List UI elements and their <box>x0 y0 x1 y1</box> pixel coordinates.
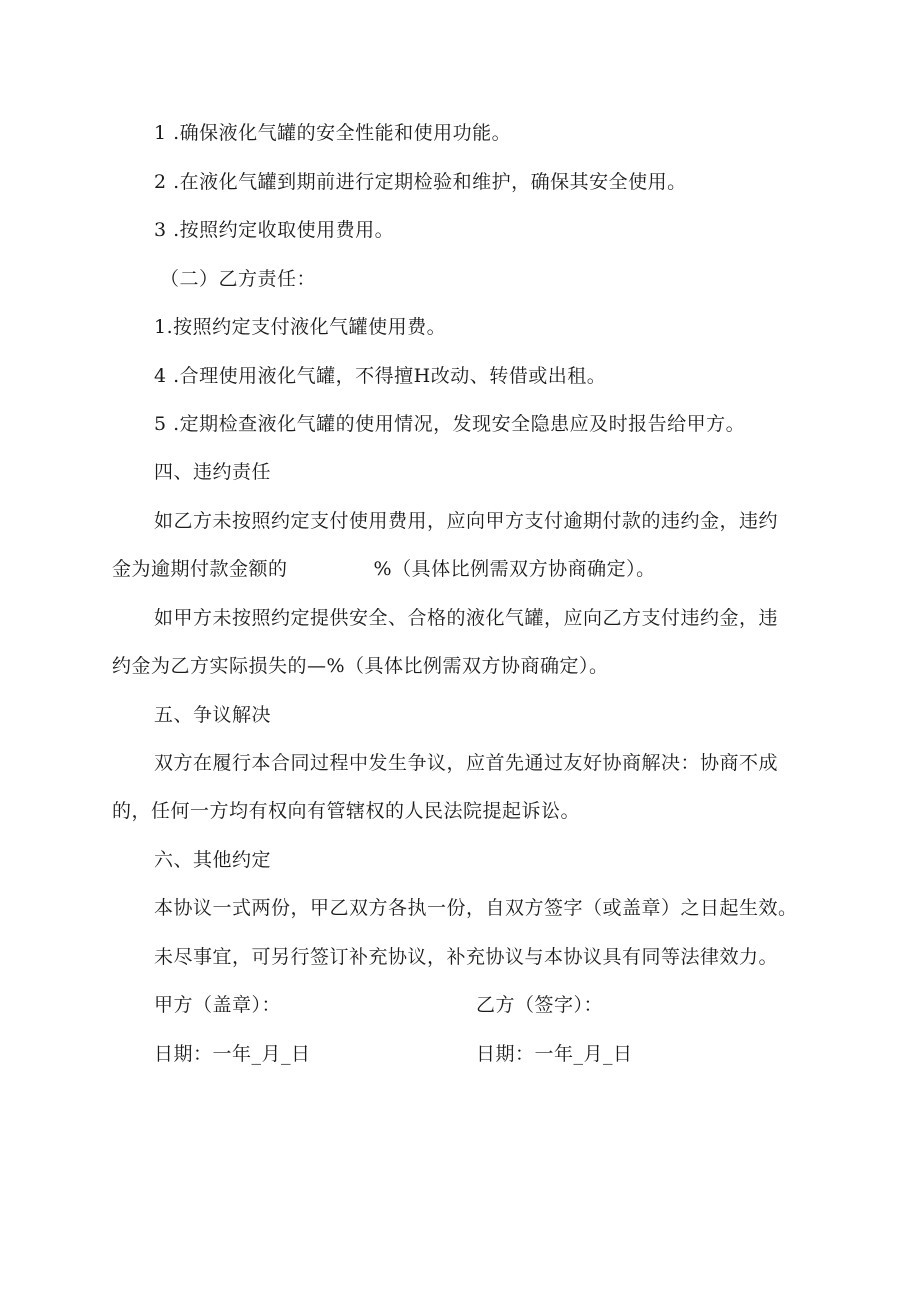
section-other-heading: 六、其他约定 <box>154 849 272 871</box>
dispute-para-line-1: 双方在履行本合同过程中发生争议，应首先通过友好协商解决：协商不成 <box>154 752 779 774</box>
section-party-b-heading: （二）乙方责任： <box>160 268 317 290</box>
liability-para-2-line-2: 约金为乙方实际损失的—%（具体比例需双方协商确定）。 <box>112 655 609 677</box>
party-a-seal-label: 甲方（盖章）： <box>154 994 282 1016</box>
liability-para-1-line-1: 如乙方未按照约定支付使用费用，应向甲方支付逾期付款的违约金，违约 <box>154 510 779 532</box>
party-b-item-4: 4 .合理使用液化气罐，不得擅H改动、转借或出租。 <box>154 365 607 387</box>
other-para-1: 本协议一式两份，甲乙双方各执一份，自双方签字（或盖章）之日起生效。 <box>154 897 798 919</box>
party-b-sign-label: 乙方（签字）： <box>476 994 604 1016</box>
liability-para-1-text-b: %（具体比例需双方协商确定）。 <box>373 558 656 580</box>
liability-para-1-line-2 <box>112 557 656 581</box>
section-liability-heading: 四、违约责任 <box>154 461 272 483</box>
party-b-item-5: 5 .定期检查液化气罐的使用情况，发现安全隐患应及时报告给甲方。 <box>154 413 746 435</box>
dispute-para-line-2: 的，任何一方均有权向有管辖权的人民法院提起诉讼。 <box>112 800 581 822</box>
duty-item-2: 2 .在液化气罐到期前进行定期检验和维护，确保其安全使用。 <box>154 171 687 193</box>
other-para-2: 未尽事宜，可另行签订补充协议，补充协议与本协议具有同等法律效力。 <box>154 946 779 968</box>
liability-para-1-text-a: 金为逾期付款金额的 <box>112 558 288 580</box>
liability-para-2-line-1: 如甲方未按照约定提供安全、合格的液化气罐，应向乙方支付违约金，违 <box>154 607 779 629</box>
party-b-date: 日期：一年_月_日 <box>476 1043 633 1065</box>
party-a-date: 日期：一年_月_日 <box>154 1043 311 1065</box>
duty-item-1: 1 .确保液化气罐的安全性能和使用功能。 <box>154 122 512 144</box>
party-b-item-1: 1.按照约定支付液化气罐使用费。 <box>154 316 447 338</box>
section-dispute-heading: 五、争议解决 <box>154 704 272 726</box>
duty-item-3: 3 .按照约定收取使用费用。 <box>154 219 395 241</box>
